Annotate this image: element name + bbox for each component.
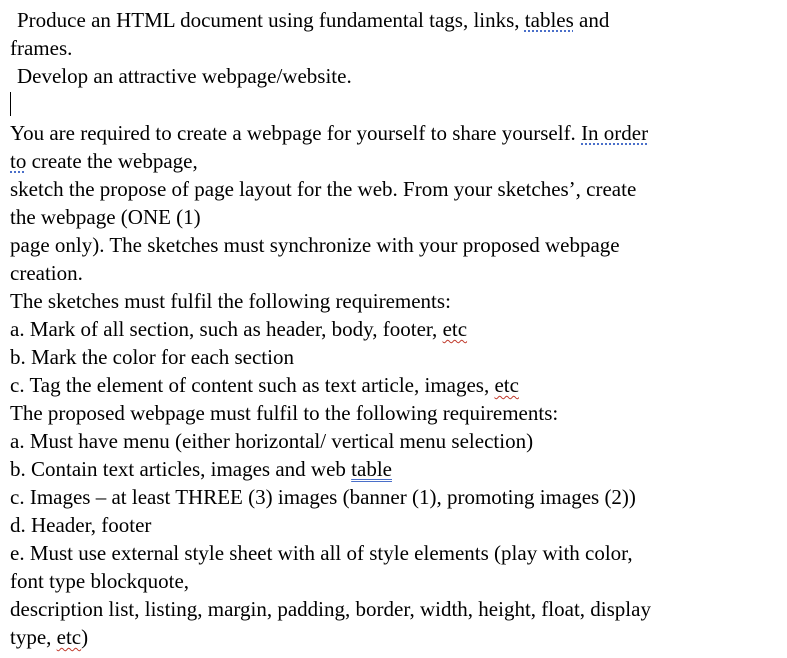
- intro-line-2: frames.: [10, 36, 73, 60]
- paragraph-line-2: [10, 147, 198, 175]
- webpage-requirement-b: [10, 455, 392, 483]
- closing-paren: ): [81, 625, 89, 649]
- webpage-requirement-d: d. Header, footer: [10, 513, 152, 537]
- intro-line-1: [17, 6, 609, 34]
- table-word-double-underline: table: [351, 457, 392, 481]
- webpage-requirements-heading: The proposed webpage must fulfil to the following requirements:: [10, 401, 559, 425]
- text-cursor: [10, 92, 11, 116]
- webpage-requirement-b-text: b. Contain text articles, images and web: [10, 457, 352, 481]
- tables-word-dotted-underline: tables: [524, 8, 574, 32]
- paragraph-line-1: [10, 119, 648, 147]
- webpage-requirement-e-line-2: font type blockquote,: [10, 569, 190, 593]
- paragraph-line-5: page only). The sketches must synchronize with your proposed webpage: [10, 233, 620, 257]
- paragraph-line-1-text: You are required to create a webpage for yourself to share yourself.: [10, 121, 582, 145]
- sketch-requirement-c: [10, 371, 519, 399]
- webpage-requirement-e-line-4: [10, 623, 88, 651]
- paragraph-line-2-text: create the webpage,: [26, 149, 198, 173]
- webpage-requirement-a: a. Must have menu (either horizontal/ vertical menu selection): [10, 429, 534, 453]
- to-word-dotted-underline: to: [10, 149, 27, 173]
- paragraph-line-3: sketch the propose of page layout for the web. From your sketches’, create: [10, 177, 637, 201]
- webpage-requirement-c: c. Images – at least THREE (3) images (banner (1), promoting images (2)): [10, 485, 636, 509]
- paragraph-line-6: creation.: [10, 261, 83, 285]
- intro-line-1-text: Produce an HTML document using fundamental tags, links,: [17, 8, 525, 32]
- paragraph-line-4: the webpage (ONE (1): [10, 205, 201, 229]
- etc-spellcheck-underline: etc: [56, 625, 82, 649]
- webpage-requirement-e-line-4-text: type,: [10, 625, 57, 649]
- sketch-requirement-a-text: a. Mark of all section, such as header, body, footer,: [10, 317, 443, 341]
- sketch-requirement-a: [10, 315, 467, 343]
- sketch-requirements-heading: The sketches must fulfil the following requirements:: [10, 289, 451, 313]
- sketch-requirement-b: b. Mark the color for each section: [10, 345, 294, 369]
- intro-line-1-end: and: [573, 8, 610, 32]
- intro-line-3: Develop an attractive webpage/website.: [17, 64, 352, 88]
- webpage-requirement-e-line-1: e. Must use external style sheet with all of style elements (play with color,: [10, 541, 633, 565]
- webpage-requirement-e-line-3: description list, listing, margin, padding, border, width, height, float, display: [10, 597, 651, 621]
- in-order-dotted-underline: In order: [581, 121, 649, 145]
- etc-spellcheck-underline: etc: [494, 373, 519, 397]
- sketch-requirement-c-text: c. Tag the element of content such as text article, images,: [10, 373, 495, 397]
- etc-spellcheck-underline: etc: [442, 317, 468, 341]
